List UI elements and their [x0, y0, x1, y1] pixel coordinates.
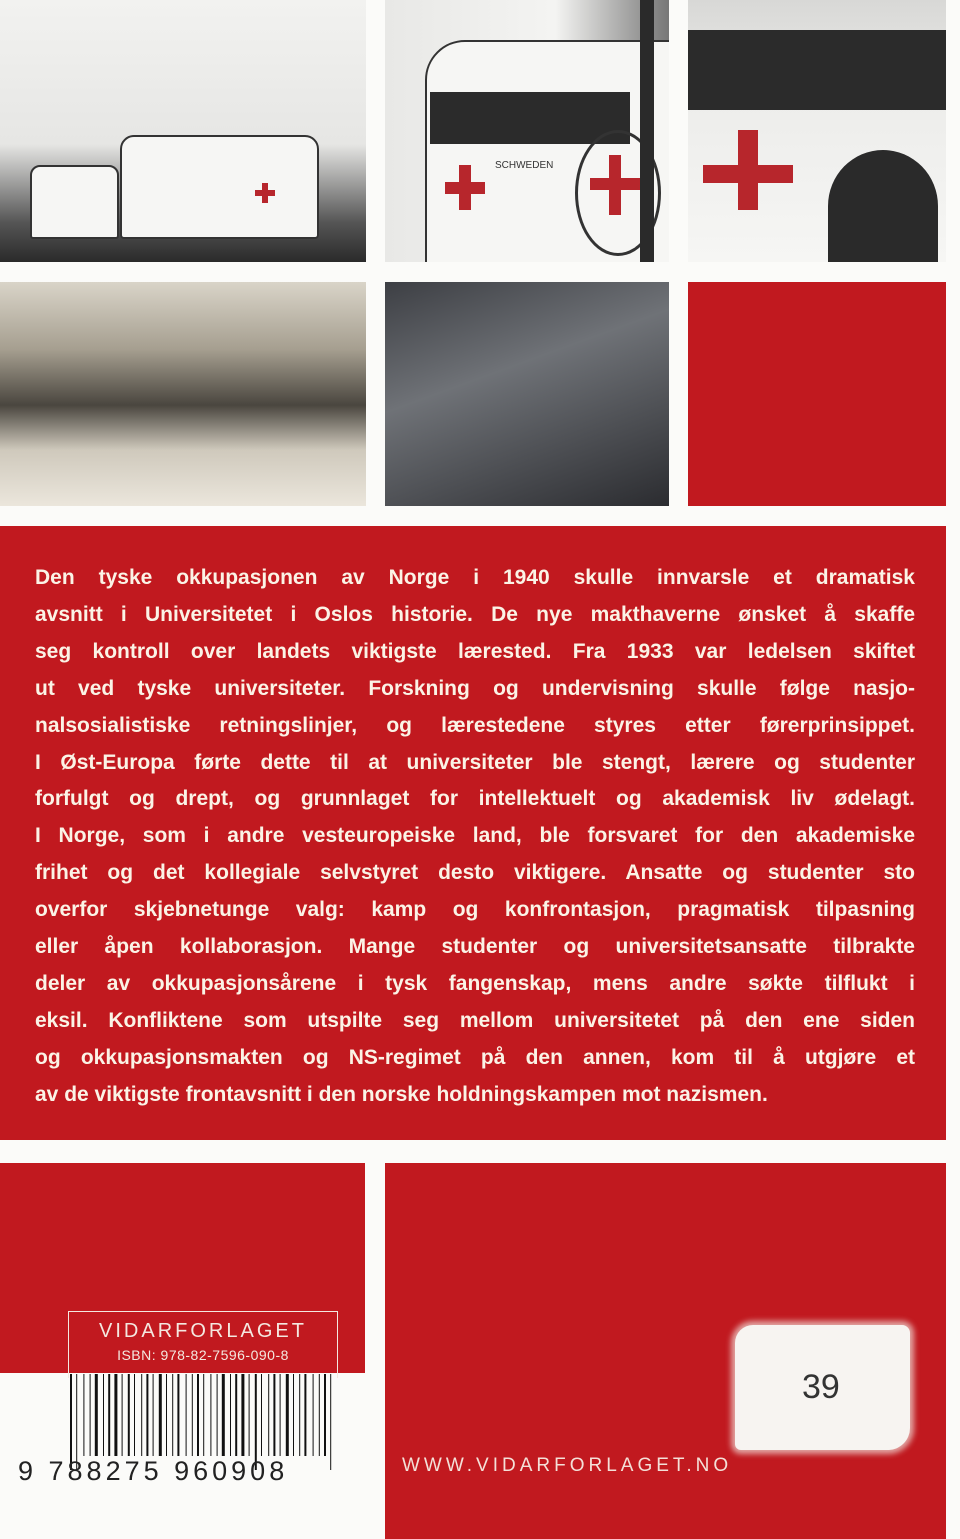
isbn: ISBN: 978-82-7596-090-8 [117, 1347, 289, 1363]
barcode-bar [261, 1374, 262, 1456]
barcode-bar [217, 1374, 218, 1456]
barcode-bar [319, 1374, 320, 1456]
barcode-bar [114, 1374, 117, 1456]
bus-shape [120, 135, 319, 239]
barcode-bar [141, 1374, 142, 1456]
blurb-line: eksil. Konfliktene som utspilte seg mellom universitetet på den ene siden [35, 1008, 915, 1032]
blurb-line: Den tyske okkupasjonen av Norge i 1940 skulle innvarsle et dramatisk [35, 566, 915, 589]
barcode-bar [186, 1374, 187, 1456]
blurb-line: seg kontroll over landets viktigste lærested. Fra 1933 var ledelsen skiftet [35, 639, 915, 663]
barcode-bar [249, 1374, 250, 1456]
red-cross-icon [459, 165, 471, 210]
publisher-box [68, 1311, 338, 1378]
barcode-bar [241, 1374, 244, 1456]
blurb-line: frihet og det kollegiale selvstyret desto viktigere. Ansatte og studenter sto [35, 861, 915, 885]
bus-shape [30, 165, 119, 239]
publisher-name: VIDARFORLAGET [99, 1320, 307, 1342]
bus-windows [688, 30, 946, 110]
price-label: 39 [802, 1368, 840, 1406]
grass-ground-photo [385, 282, 669, 506]
barcode-bar [286, 1374, 289, 1456]
barcode-bar [299, 1374, 300, 1456]
red-cross-icon [738, 130, 758, 210]
barcode-digits: 9 788275 960908 [18, 1456, 289, 1486]
blurb-line: eller åpen kollaborasjon. Mange studenter og universitetsansatte tilbrakte [35, 935, 915, 959]
blurb-line: I Norge, som i andre vesteuropeiske land, ble forsvaret for den akademiske [35, 824, 915, 848]
barcode-bar [268, 1374, 269, 1456]
bus-sign: SCHWEDEN [495, 160, 554, 171]
barcode-bar [95, 1374, 98, 1456]
university-square-winter-photo [0, 282, 366, 506]
bus-wheel [828, 150, 938, 262]
barcode-bar [122, 1374, 123, 1456]
red-panel [688, 282, 946, 506]
barcode-bar [313, 1374, 314, 1456]
barcode-bar [235, 1374, 237, 1456]
barcode-bar [230, 1374, 231, 1456]
red-cross-icon [609, 155, 621, 215]
blurb-line: I Øst-Europa førte dette til at universiteter ble stengt, lærere og studenter [35, 750, 915, 774]
barcode-bar [108, 1374, 110, 1456]
barcode-bar [273, 1374, 275, 1456]
barcode-bar [197, 1374, 199, 1456]
barcode-bar [134, 1374, 135, 1456]
barcode-bar [90, 1374, 91, 1456]
red-cross-bus-photo [385, 0, 669, 262]
barcode-bar [166, 1374, 167, 1456]
barcode-bar [153, 1374, 154, 1456]
barcode-bar [324, 1374, 326, 1456]
barcode-bar [83, 1374, 84, 1456]
blurb-line: ut ved tyske universiteter. Forskning og undervisning skulle følge nasjo- [35, 676, 915, 700]
bus-side-photo [688, 0, 946, 262]
barcode-bar [192, 1374, 193, 1456]
barcode-bar [128, 1374, 130, 1456]
barcode-bar [146, 1374, 148, 1456]
barcode-bar [159, 1374, 162, 1456]
barcode-bar [177, 1374, 179, 1456]
blurb-line: av de viktigste frontavsnitt i den norske holdningskampen mot nazismen. [35, 1082, 768, 1106]
blurb-line: overfor skjebnetunge valg: kamp og konfrontasjon, pragmatisk tilpasning [35, 898, 915, 922]
blurb-line: og okkupasjonsmakten og NS-regimet på den annen, kom til å utgjøre et [35, 1045, 915, 1069]
barcode-bar [172, 1374, 173, 1456]
barcode-bar [210, 1374, 211, 1456]
tree-trunk [640, 0, 654, 262]
blurb-line: forfulgt og drept, og grunnlaget for intellektuelt og akademisk liv ødelagt. [35, 787, 915, 811]
blurb-line: nalsosialistiske retningslinjer, og lærestedene styres etter førerprinsippet. [35, 713, 915, 737]
barcode-bar [103, 1374, 104, 1456]
barcode-bar [203, 1374, 204, 1456]
barcode-bar [280, 1374, 281, 1456]
website-url: WWW.VIDARFORLAGET.NO [402, 1455, 733, 1476]
buses-on-road-photo [0, 0, 366, 262]
blurb-line: deler av okkupasjonsårene i tysk fangenskap, mens andre søkte tilflukt i [35, 971, 915, 995]
red-cross-icon [262, 183, 268, 203]
barcode-bar [293, 1374, 294, 1456]
barcode-bar [222, 1374, 225, 1456]
barcode-bar [330, 1374, 331, 1470]
barcode-bar [304, 1374, 306, 1456]
blurb-text [35, 560, 915, 1114]
blurb-line: avsnitt i Universitetet i Oslos historie. De nye makthaverne ønsket å skaffe [35, 602, 915, 626]
